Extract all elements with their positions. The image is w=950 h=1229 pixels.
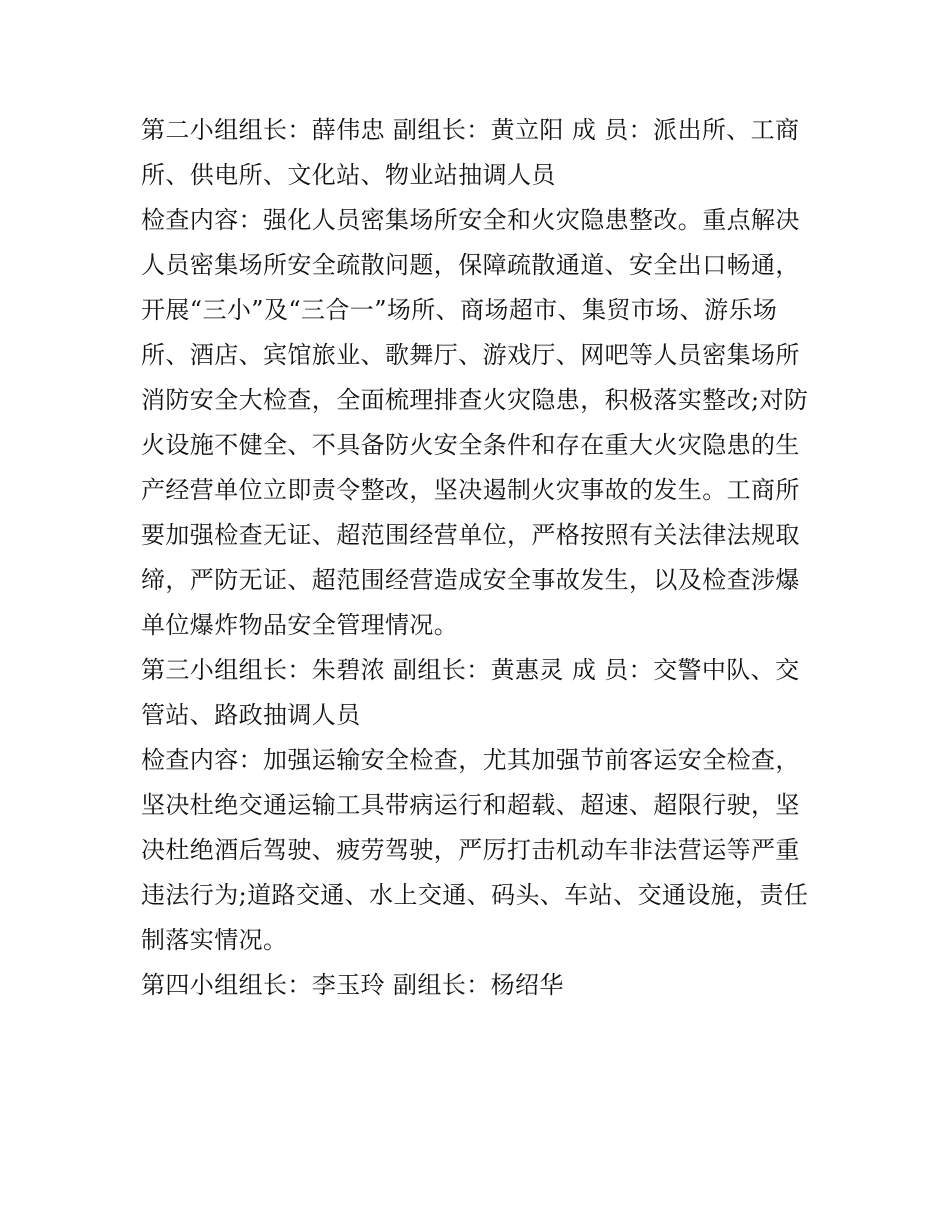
paragraph-group3-inspection: 检查内容：加强运输安全检查，尤其加强节前客运安全检查，坚决杜绝交通运输工具带病运行和超载、超速、超限行驶，坚决杜绝酒后驾驶、疲劳驾驶，严厉打击机动车非法营运等严重违法行为;道路交通、水上交通、码头、车站、交通设施，责任制落实情况。 <box>141 746 809 954</box>
document-body <box>141 108 811 1008</box>
paragraph-group4-members: 第四小组组长：李玉玲 副组长：杨绍华 <box>141 971 564 999</box>
paragraph-group2-members: 第二小组组长：薛伟忠 副组长：黄立阳 成 员：派出所、工商所、供电所、文化站、物业站抽调人员 <box>141 116 800 189</box>
paragraph-group3-members: 第三小组组长：朱碧浓 副组长：黄惠灵 成 员：交警中队、交管站、路政抽调人员 <box>141 656 800 729</box>
paragraph-group2-inspection: 检查内容：强化人员密集场所安全和火灾隐患整改。重点解决人员密集场所安全疏散问题，保障疏散通道、安全出口畅通，开展“三小”及“三合一”场所、商场超市、集贸市场、游乐场所、酒店、宾馆旅业、歌舞厅、游戏厅、网吧等人员密集场所消防安全大检查，全面梳理排查火灾隐患，积极落实整改;对防火设施不健全、不具备防火安全条件和存在重大火灾隐患的生产经营单位立即责令整改，坚决遏制火灾事故的发生。工商所要加强检查无证、超范围经营单位，严格按照有关法律法规取缔，严防无证、超范围经营造成安全事故发生，以及检查涉爆单位爆炸物品安全管理情况。 <box>141 206 809 639</box>
